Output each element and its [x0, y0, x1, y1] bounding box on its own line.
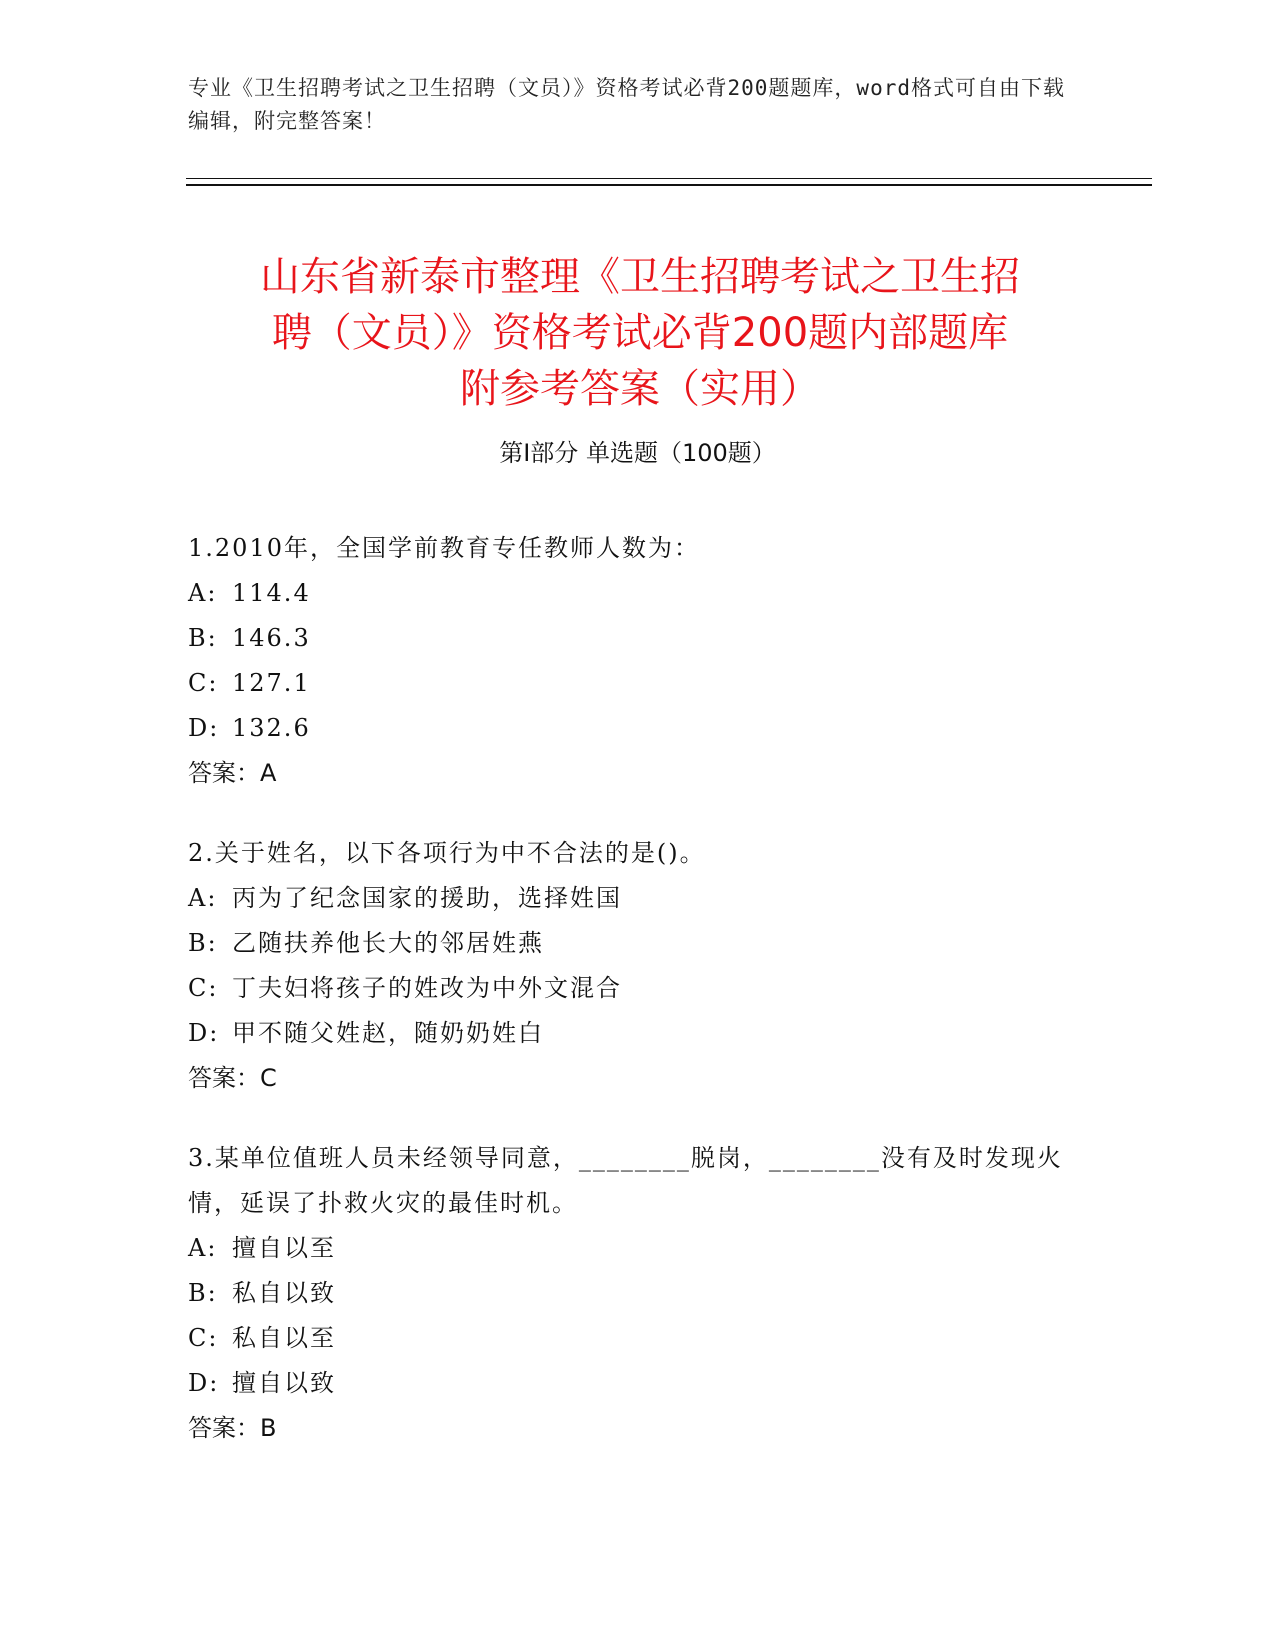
option-letter: A: [188, 884, 218, 912]
option-letter: B: [188, 1279, 218, 1307]
option-text: 擅自以致 [232, 1369, 336, 1397]
option-text: 擅自以至 [232, 1234, 336, 1262]
answer-line: 答案：A [188, 759, 277, 787]
question-item [188, 526, 1068, 796]
question-stem: 1.2010年，全国学前教育专任教师人数为： [188, 534, 700, 562]
question-stem: 2.关于姓名，以下各项行为中不合法的是()。 [188, 839, 706, 867]
option-text: 私自以致 [232, 1279, 336, 1307]
option-b [188, 1271, 1068, 1316]
option-letter: C: [188, 974, 219, 1002]
answer-line: 答案：C [188, 1064, 277, 1092]
option-d [188, 1361, 1068, 1406]
title-line: 山东省新泰市整理《卫生招聘考试之卫生招 [260, 253, 1020, 300]
option-text: 127.1 [232, 669, 311, 697]
option-b [188, 921, 1068, 966]
answer-line: 答案：B [188, 1414, 277, 1442]
option-c [188, 661, 1068, 706]
question-item [188, 1136, 1068, 1451]
option-c [188, 1316, 1068, 1361]
option-text: 114.4 [232, 579, 311, 607]
header-note: 专业《卫生招聘考试之卫生招聘（文员）》资格考试必背200题题库，word格式可自由下载编辑，附完整答案！ [188, 76, 1065, 133]
document-title [150, 249, 1130, 417]
option-d [188, 706, 1068, 751]
question-stem: 3.某单位值班人员未经领导同意，________脱岗，________没有及时发现火情，延误了扑救火灾的最佳时机。 [188, 1144, 1063, 1217]
option-d [188, 1011, 1068, 1056]
header-divider-thin [186, 178, 1152, 179]
option-text: 146.3 [232, 624, 311, 652]
option-text: 甲不随父姓赵，随奶奶姓白 [232, 1019, 544, 1047]
option-text: 132.6 [232, 714, 311, 742]
option-a [188, 1226, 1068, 1271]
question-item [188, 831, 1068, 1101]
option-text: 丁夫妇将孩子的姓改为中外文混合 [232, 974, 622, 1002]
option-letter: B: [188, 624, 218, 652]
option-text: 丙为了纪念国家的援助，选择姓国 [232, 884, 622, 912]
option-text: 私自以至 [232, 1324, 336, 1352]
option-letter: D: [188, 1019, 220, 1047]
option-letter: A: [188, 579, 218, 607]
option-letter: C: [188, 669, 219, 697]
header-divider-thick [186, 184, 1152, 186]
option-letter: B: [188, 929, 218, 957]
title-line: 聘（文员）》资格考试必背200题内部题库 [271, 309, 1009, 356]
option-c [188, 966, 1068, 1011]
section-heading: 第I部分 单选题（100题） [499, 439, 776, 467]
option-letter: D: [188, 714, 220, 742]
question-list [188, 526, 1068, 1486]
option-letter: A: [188, 1234, 218, 1262]
option-letter: D: [188, 1369, 220, 1397]
option-letter: C: [188, 1324, 219, 1352]
option-b [188, 616, 1068, 661]
option-text: 乙随扶养他长大的邻居姓燕 [232, 929, 544, 957]
option-a [188, 876, 1068, 921]
option-a [188, 571, 1068, 616]
title-line: 附参考答案（实用） [460, 365, 820, 412]
